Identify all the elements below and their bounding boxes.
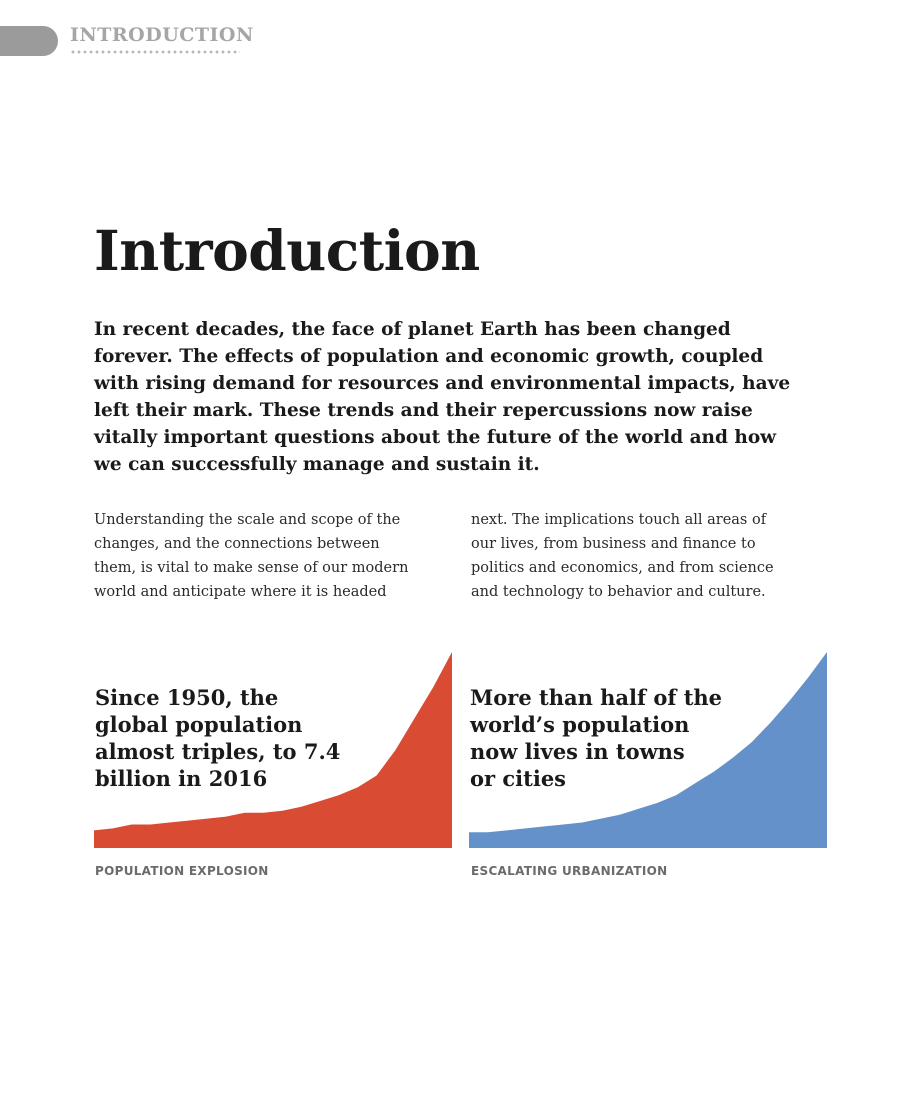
population-chart-headline xyxy=(95,684,340,792)
urbanization-chart-caption: ESCALATING URBANIZATION xyxy=(471,864,668,878)
headline-line: Since 1950, the xyxy=(95,685,279,710)
headline-line: world’s population xyxy=(470,712,690,737)
headline-line: almost triples, to 7.4 xyxy=(95,739,341,764)
body-line: politics and economics, and from science xyxy=(471,560,774,576)
body-text-left-column xyxy=(94,508,444,604)
body-line: our lives, from business and finance to xyxy=(471,536,756,552)
headline-line: More than half of the xyxy=(470,685,723,710)
section-label: INTRODUCTION xyxy=(70,24,254,46)
lead-line: with rising demand for resources and environmental impacts, have xyxy=(94,373,791,394)
body-line: next. The implications touch all areas of xyxy=(471,512,767,528)
population-chart xyxy=(94,650,452,848)
section-dotted-rule xyxy=(70,50,240,54)
lead-line: we can successfully manage and sustain it. xyxy=(94,454,540,475)
headline-line: now lives in towns xyxy=(470,739,685,764)
headline-line: global population xyxy=(95,712,303,737)
body-line: and technology to behavior and culture. xyxy=(471,584,766,600)
page-title: Introduction xyxy=(94,218,480,283)
lead-line: forever. The effects of population and economic growth, coupled xyxy=(94,346,764,367)
urbanization-chart-headline xyxy=(470,684,722,792)
body-line: Understanding the scale and scope of the xyxy=(94,512,401,528)
lead-line: left their mark. These trends and their repercussions now raise xyxy=(94,400,753,421)
lead-line: vitally important questions about the future of the world and how xyxy=(94,427,777,448)
body-line: them, is vital to make sense of our modern xyxy=(94,560,409,576)
urbanization-chart xyxy=(469,650,827,848)
section-tab-marker xyxy=(0,26,58,56)
body-line: world and anticipate where it is headed xyxy=(94,584,387,600)
population-chart-caption: POPULATION EXPLOSION xyxy=(95,864,269,878)
intro-lead-paragraph xyxy=(94,316,794,478)
body-text-right-column xyxy=(471,508,831,604)
headline-line: billion in 2016 xyxy=(95,766,268,791)
lead-line: In recent decades, the face of planet Earth has been changed xyxy=(94,319,731,340)
body-line: changes, and the connections between xyxy=(94,536,380,552)
headline-line: or cities xyxy=(470,766,567,791)
